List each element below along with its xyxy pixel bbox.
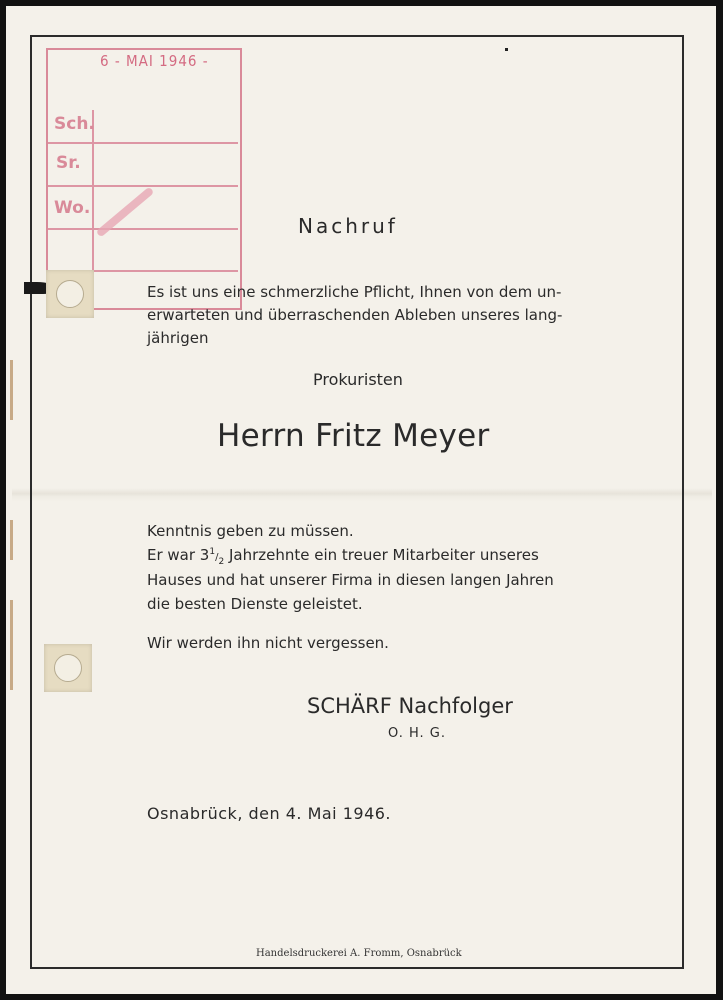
place-and-date: Osnabrück, den 4. Mai 1946. bbox=[147, 804, 392, 823]
punch-hole bbox=[54, 654, 82, 682]
body-line: die besten Dienste geleistet. bbox=[147, 595, 363, 613]
body-line: Hauses und hat unserer Firma in diesen langen Jahren bbox=[147, 571, 554, 589]
paper-stain bbox=[10, 520, 13, 560]
stamp-line bbox=[48, 228, 238, 230]
stamp-row-label: Wo. bbox=[54, 198, 91, 218]
stamp-row-label: Sch. bbox=[54, 114, 95, 134]
intro-line: jährigen bbox=[147, 329, 209, 347]
punch-hole bbox=[56, 280, 84, 308]
tape-patch bbox=[46, 270, 94, 318]
fraction-numerator: 1 bbox=[209, 547, 216, 557]
deceased-role: Prokuristen bbox=[313, 370, 403, 389]
stamp-row-label: Sr. bbox=[56, 153, 81, 173]
closing-line: Wir werden ihn nicht vergessen. bbox=[147, 634, 389, 652]
page-title: Nachruf bbox=[298, 214, 398, 238]
paper-stain bbox=[10, 600, 13, 690]
body-line: Kenntnis geben zu müssen. bbox=[147, 522, 354, 540]
ink-speck bbox=[505, 48, 508, 51]
intro-paragraph bbox=[147, 281, 577, 350]
deceased-name: Herrn Fritz Meyer bbox=[217, 418, 490, 454]
stamp-date: 6 - MAI 1946 - bbox=[100, 52, 209, 70]
intro-line: Es ist uns eine schmerzliche Pflicht, Ihnen von dem un- bbox=[147, 283, 562, 301]
body-line: Er war $3^1/_2$ Jahrzehnte ein treuer Mitarbeiter unseres bbox=[147, 546, 539, 567]
printer-imprint: Handelsdruckerei A. Fromm, Osnabrück bbox=[256, 948, 462, 959]
paper-stain bbox=[10, 360, 13, 420]
body-text: Er war 3 bbox=[147, 546, 210, 564]
stamp-divider bbox=[92, 110, 94, 270]
company-name: SCHÄRF Nachfolger bbox=[307, 694, 513, 718]
stamp-line bbox=[48, 185, 238, 187]
company-legal-form: O. H. G. bbox=[388, 726, 446, 741]
tape-patch bbox=[44, 644, 92, 692]
fraction-denominator: 2 bbox=[218, 557, 225, 567]
intro-line: erwarteten und überraschenden Ableben unseres lang- bbox=[147, 306, 563, 324]
body-text: Jahrzehnte ein treuer Mitarbeiter unseres bbox=[224, 546, 539, 564]
stamp-line bbox=[48, 142, 238, 144]
